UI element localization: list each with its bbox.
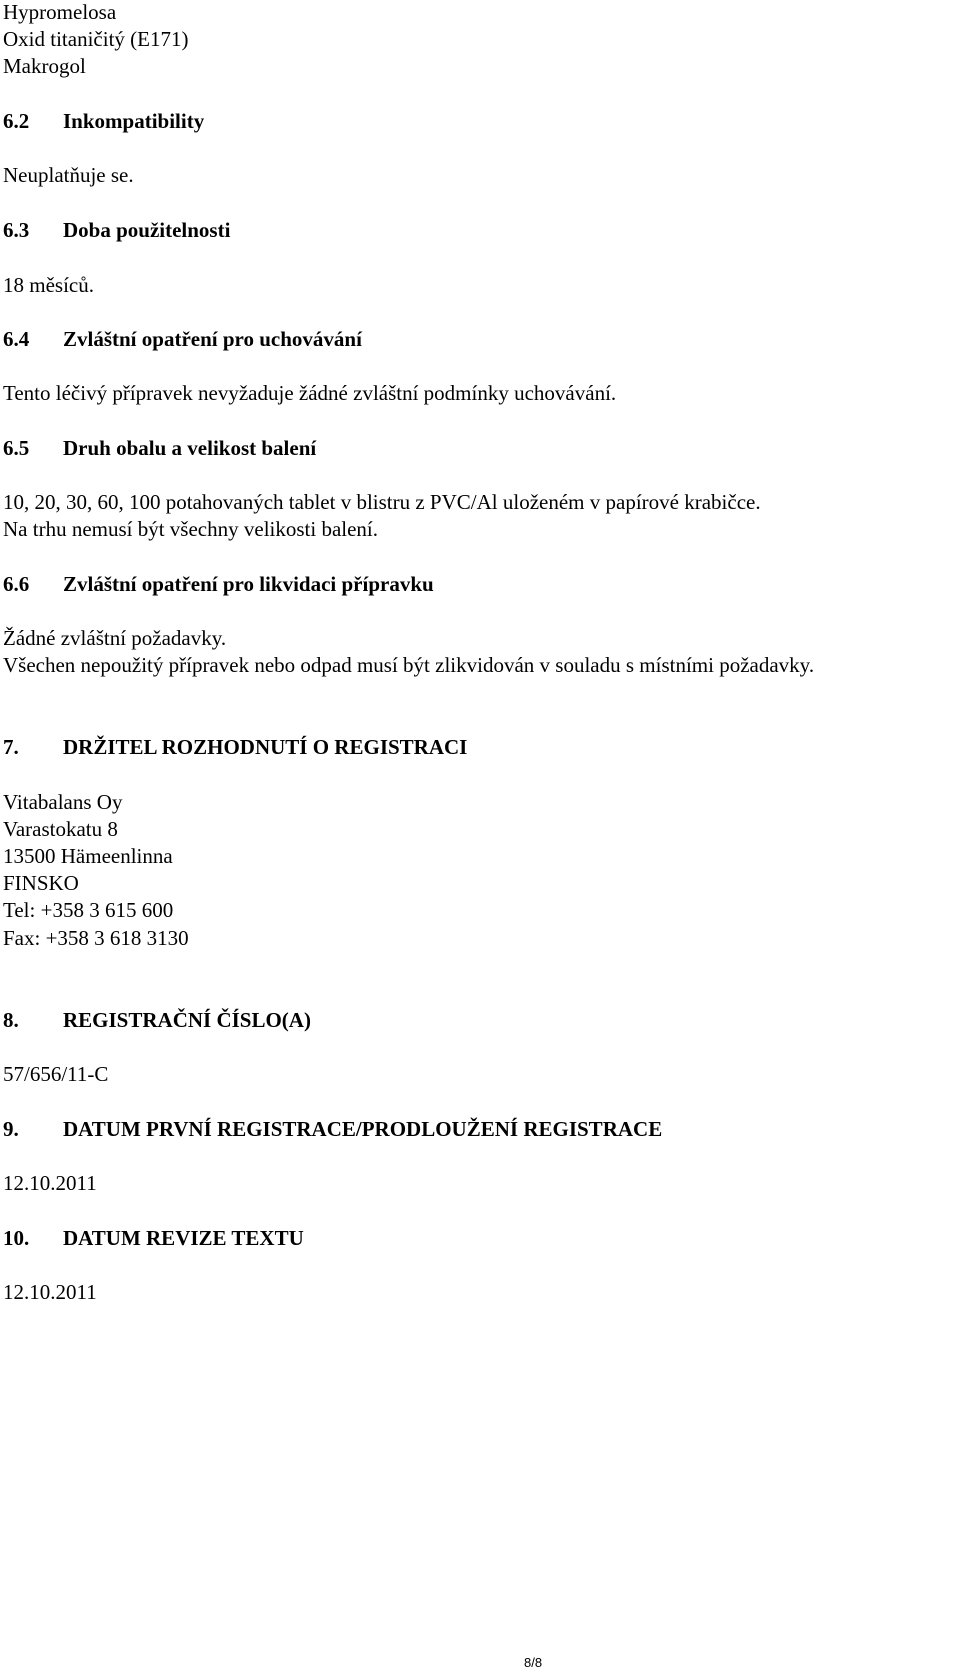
section-title: Zvláštní opatření pro likvidaci přípravku <box>63 572 434 596</box>
section-number: 6.5 <box>3 436 30 460</box>
section-text: Na trhu nemusí být všechny velikosti balení. <box>3 517 379 541</box>
ingredient-line: Hypromelosa <box>3 0 117 24</box>
section-title: DATUM REVIZE TEXTU <box>63 1226 304 1250</box>
holder-street: Varastokatu 8 <box>3 817 118 841</box>
section-text: Tento léčivý přípravek nevyžaduje žádné zvláštní podmínky uchovávání. <box>3 381 617 405</box>
section-heading-6-4 <box>3 329 362 350</box>
section-title: DATUM PRVNÍ REGISTRACE/PRODLOUŽENÍ REGISTRACE <box>63 1117 663 1141</box>
first-registration-date: 12.10.2011 <box>3 1171 97 1195</box>
section-number: 10. <box>3 1226 30 1250</box>
section-heading-7 <box>3 737 467 758</box>
section-title: REGISTRAČNÍ ČÍSLO(A) <box>63 1008 311 1032</box>
page-number: 8/8 <box>524 1655 543 1670</box>
holder-phone: Tel: +358 3 615 600 <box>3 898 174 922</box>
section-title: DRŽITEL ROZHODNUTÍ O REGISTRACI <box>63 735 468 759</box>
section-text: Neuplatňuje se. <box>3 163 134 187</box>
section-title: Doba použitelnosti <box>63 218 231 242</box>
section-heading-6-3 <box>3 220 230 241</box>
holder-fax: Fax: +358 3 618 3130 <box>3 926 189 950</box>
section-number: 9. <box>3 1117 19 1141</box>
holder-city: 13500 Hämeenlinna <box>3 844 173 868</box>
section-heading-8 <box>3 1010 311 1031</box>
holder-country: FINSKO <box>3 871 79 895</box>
section-number: 8. <box>3 1008 19 1032</box>
section-title: Druh obalu a velikost balení <box>63 436 317 460</box>
holder-name: Vitabalans Oy <box>3 790 123 814</box>
section-text: Všechen nepoužitý přípravek nebo odpad musí být zlikvidován v souladu s místními požadavky. <box>3 653 815 677</box>
section-number: 6.3 <box>3 218 30 242</box>
section-heading-10 <box>3 1228 304 1249</box>
section-text: Žádné zvláštní požadavky. <box>3 626 227 650</box>
section-text: 18 měsíců. <box>3 273 94 297</box>
section-number: 6.2 <box>3 109 30 133</box>
section-number: 7. <box>3 735 19 759</box>
section-title: Zvláštní opatření pro uchovávání <box>63 327 362 351</box>
revision-date: 12.10.2011 <box>3 1280 97 1304</box>
section-heading-6-5 <box>3 438 316 459</box>
section-number: 6.4 <box>3 327 30 351</box>
section-heading-9 <box>3 1119 662 1140</box>
section-heading-6-6 <box>3 574 434 595</box>
section-number: 6.6 <box>3 572 30 596</box>
section-text: 10, 20, 30, 60, 100 potahovaných tablet v blistru z PVC/Al uloženém v papírové krabičce. <box>3 490 761 514</box>
registration-number: 57/656/11-C <box>3 1062 109 1086</box>
section-heading-6-2 <box>3 111 204 132</box>
section-title: Inkompatibility <box>63 109 205 133</box>
ingredient-line: Makrogol <box>3 54 86 78</box>
ingredient-line: Oxid titaničitý (E171) <box>3 27 189 51</box>
